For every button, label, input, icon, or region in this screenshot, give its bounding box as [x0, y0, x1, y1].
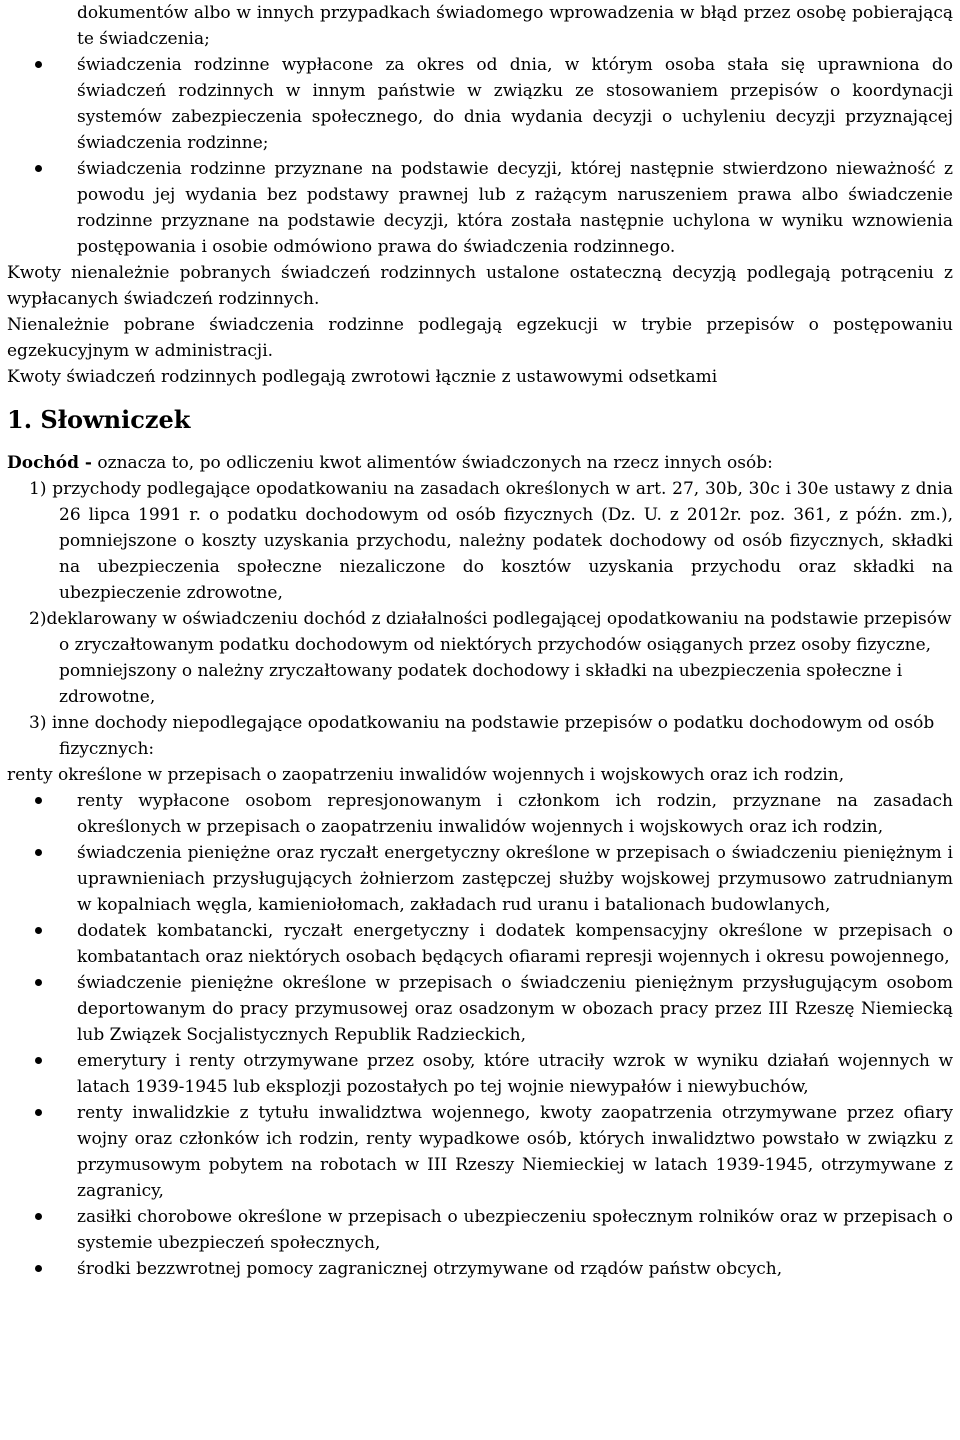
paragraph-enforcement: Nienależnie pobrane świadczenia rodzinne podlegają egzekucji w trybie przepisów o postępowaniu egzekucyjnym w administracji. — [7, 315, 953, 361]
list-item-text: dodatek kombatancki, ryczałt energetyczny i dodatek kompensacyjny określone w przepisach o kombatantach oraz niektórych osobach będących ofiarami represji wojennych i okresu powojennego, — [77, 921, 953, 967]
bullet-icon — [35, 927, 42, 934]
list-item — [7, 0, 953, 52]
section-heading: 1. Słowniczek — [7, 405, 191, 434]
bullet-icon — [35, 165, 42, 172]
definition-text: oznacza to, po odliczeniu kwot alimentów świadczonych na rzecz innych osób: — [92, 453, 773, 473]
bullet-icon — [35, 849, 42, 856]
list-item-text: renty wypłacone osobom represjonowanym i członkom ich rodzin, przyznane na zasadach określonych w przepisach o zaopatrzeniu inwalidów wojennych i wojskowych oraz ich rodzin, — [77, 791, 953, 837]
list-item — [7, 1048, 953, 1100]
bullet-icon — [35, 797, 42, 804]
paragraph-offset: Kwoty nienależnie pobranych świadczeń rodzinnych ustalone ostateczną decyzją podlegają potrąceniu z wypłacanych świadczeń rodzinnych. — [7, 263, 953, 309]
list-item — [7, 1256, 953, 1282]
definition-term: Dochód - — [7, 453, 92, 473]
list-item — [7, 918, 953, 970]
list-item-text: renty inwalidzkie z tytułu inwalidztwa wojennego, kwoty zaopatrzenia otrzymywane przez ofiary wojny oraz członków ich rodzin, renty wypadkowe osób, których inwalidztwo powstało w związku z przymusowym pobytem na robotach w III Rzeszy Niemieckiej w latach 1939-1945, otrzymywane z zagranicy, — [77, 1103, 953, 1201]
bullet-icon — [35, 1057, 42, 1064]
list-item-text: świadczenia rodzinne przyznane na podstawie decyzji, której następnie stwierdzono nieważność z powodu jej wydania bez podstawy prawnej lub z rażącym naruszeniem prawa albo świadczenie rodzinne przyznane na podstawie decyzji, która została następnie uchylona w wyniku wznowienia postępowania i osobie odmówiono prawa do świadczenia rodzinnego. — [77, 159, 953, 257]
numbered-item: 1) przychody podlegające opodatkowaniu na zasadach określonych w art. 27, 30b, 30c i 30e ustawy z dnia 26 lipca 1991 r. o podatku dochodowym od osób fizycznych (Dz. U. z 2012r. poz. 361, z późn. zm.), pomniejszone o koszty uzyskania przychodu, należny podatek dochodowy od osób fizycznych, składki na ubezpieczenia społeczne niezaliczone do kosztów uzyskania przychodu oraz składki na ubezpieczenie zdrowotne, — [29, 479, 953, 603]
numbered-item: 2)deklarowany w oświadczeniu dochód z działalności podlegającej opodatkowaniu na podstawie przepisów o zryczałtowanym podatku dochodowym od niektórych przychodów osiąganych przez osoby fizyczne, pomniejszony o należny zryczałtowany podatek dochodowy i składki na ubezpieczenia społeczne i zdrowotne, — [29, 609, 952, 707]
bullet-icon — [35, 61, 42, 68]
numbered-item: 3) inne dochody niepodlegające opodatkowaniu na podstawie przepisów o podatku dochodowym od osób fizycznych: — [29, 713, 935, 759]
list-item — [7, 788, 953, 840]
list-item — [7, 1100, 953, 1204]
list-item-text: środki bezzwrotnej pomocy zagranicznej otrzymywane od rządów państw obcych, — [77, 1259, 783, 1279]
list-item — [7, 1204, 953, 1256]
bullet-icon — [35, 979, 42, 986]
definition — [7, 450, 953, 476]
list-item-text: dokumentów albo w innych przypadkach świadomego wprowadzenia w błąd przez osobę pobierającą te świadczenia; — [77, 3, 953, 49]
bullet-icon — [35, 1109, 42, 1116]
list-item-text: świadczenie pieniężne określone w przepisach o świadczeniu pieniężnym przysługującym osobom deportowanym do pracy przymusowej oraz osadzonym w obozach pracy przez III Rzeszę Niemiecką lub Związek Socjalistycznych Republik Radzieckich, — [77, 973, 953, 1045]
list-item — [7, 52, 953, 156]
paragraph-refund: Kwoty świadczeń rodzinnych podlegają zwrotowi łącznie z ustawowymi odsetkami — [7, 367, 718, 387]
bullet-icon — [35, 1213, 42, 1220]
top-list — [7, 0, 953, 260]
list-item-text: świadczenia rodzinne wypłacone za okres od dnia, w którym osoba stała się uprawniona do świadczeń rodzinnych w innym państwie w związku ze stosowaniem przepisów o koordynacji systemów zabezpieczenia społecznego, do dnia wydania decyzji o uchyleniu decyzji przyznającej świadczenia rodzinne; — [77, 55, 953, 153]
list-item — [7, 840, 953, 918]
list-item — [7, 156, 953, 260]
bullet-icon — [35, 1265, 42, 1272]
income-list — [7, 788, 953, 1282]
renty-intro: renty określone w przepisach o zaopatrzeniu inwalidów wojennych i wojskowych oraz ich rodzin, — [7, 765, 845, 785]
list-item — [7, 970, 953, 1048]
list-item-text: emerytury i renty otrzymywane przez osoby, które utraciły wzrok w wyniku działań wojennych w latach 1939-1945 lub eksplozji pozostałych po tej wojnie niewypałów i niewybuchów, — [77, 1051, 953, 1097]
list-item-text: świadczenia pieniężne oraz ryczałt energetyczny określone w przepisach o świadczeniu pieniężnym i uprawnieniach przysługujących żołnierzom zastępczej służby wojskowej przymusowo zatrudnianym w kopalniach węgla, kamieniołomach, zakładach rud uranu i batalionach budowlanych, — [77, 843, 953, 915]
list-item-text: zasiłki chorobowe określone w przepisach o ubezpieczeniu społecznym rolników oraz w przepisach o systemie ubezpieczeń społecznych, — [77, 1207, 953, 1253]
